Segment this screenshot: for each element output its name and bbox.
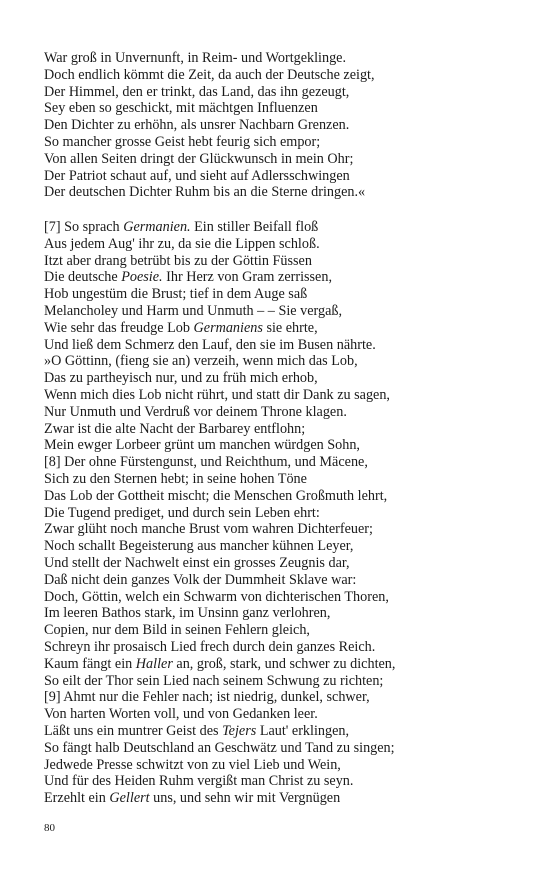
line-text: So fängt halb Deutschland an Geschwätz und Tand zu singen;	[44, 739, 395, 756]
line-text: Melancholey und Harm und Unmuth – – Sie vergaß,	[44, 302, 343, 319]
poem-line	[44, 219, 524, 236]
line-text: Itzt aber drang betrübt bis zu der Göttin Füssen	[44, 252, 312, 269]
poem-line: Doch endlich kömmt die Zeit, da auch der Deutsche zeigt,	[44, 66, 375, 83]
line-text: Wenn mich dies Lob nicht rührt, und statt dir Dank zu sagen,	[44, 386, 390, 403]
poem-line	[44, 404, 524, 421]
poem-line	[44, 236, 524, 253]
poem-line: Den Dichter zu erhöhn, als unsrer Nachbarn Grenzen.	[44, 117, 350, 134]
line-text: »O Göttinn, (fieng sie an) verzeih, wenn mich das Lob,	[44, 353, 358, 370]
line-text: Mein ewger Lorbeer grünt um manchen würdgen Sohn,	[44, 437, 360, 454]
line-text: Ihr Herz von Gram zerrissen,	[162, 269, 332, 286]
line-text: Wie sehr das freudge Lob	[44, 319, 194, 336]
line-text: Hob ungestüm die Brust; tief in dem Auge saß	[44, 286, 308, 303]
poem-line	[44, 387, 524, 404]
page-number: 80	[44, 822, 55, 834]
italic-word: Germanien.	[123, 219, 191, 235]
poem-line	[44, 370, 524, 387]
line-text: [9] Ahmt nur die Fehler nach; ist niedrig, dunkel, schwer,	[44, 689, 370, 706]
line-text: Laut' erklingen,	[256, 722, 350, 739]
poem-line	[44, 555, 524, 572]
line-text: Und ließ dem Schmerz den Lauf, den sie im Busen nährte.	[44, 336, 376, 353]
line-text: Das Lob der Gottheit mischt; die Menschen Großmuth lehrt,	[44, 487, 388, 504]
line-text: [8] Der ohne Fürstengunst, und Reichthum, und Mäcene,	[44, 454, 368, 471]
poem-line	[44, 521, 524, 538]
poem-line: Der deutschen Dichter Ruhm bis an die Sterne dringen.«	[44, 184, 366, 201]
poem-line: Sey eben so geschickt, mit mächtgen Influenzen	[44, 100, 318, 117]
poem-line	[44, 639, 524, 656]
line-text: Daß nicht dein ganzes Volk der Dummheit Sklave war:	[44, 571, 357, 588]
poem-line	[44, 253, 524, 270]
line-text: Zwar ist die alte Nacht der Barbarey entflohn;	[44, 420, 306, 437]
italic-word: Gellert	[109, 790, 150, 807]
poem-line	[44, 706, 524, 723]
line-text: Ein stiller Beifall floß	[190, 219, 319, 235]
poem-line	[44, 454, 524, 471]
line-text: Schreyn ihr prosaisch Lied frech durch dein ganzes Reich.	[44, 638, 376, 655]
line-text: Kaum fängt ein	[44, 655, 136, 672]
poem-line	[44, 320, 524, 337]
poem-line	[44, 437, 524, 454]
poem-line: So mancher grosse Geist hebt feurig sich empor;	[44, 133, 321, 150]
line-text: Aus jedem Aug' ihr zu, da sie die Lippen schloß.	[44, 235, 320, 252]
poem-line	[44, 505, 524, 522]
poem-line	[44, 303, 524, 320]
line-text: Die Tugend prediget, und durch sein Leben ehrt:	[44, 504, 320, 521]
line-text: Von harten Worten voll, und von Gedanken leer.	[44, 706, 318, 723]
poem-line	[44, 488, 524, 505]
line-text: Noch schallt Begeisterung aus mancher kühnen Leyer,	[44, 538, 354, 555]
line-text: Copien, nur dem Bild in seinen Fehlern gleich,	[44, 622, 310, 639]
poem-line	[44, 286, 524, 303]
poem-line: War groß in Unvernunft, in Reim- und Wortgeklinge.	[44, 50, 347, 66]
line-text: sie ehrte,	[262, 319, 318, 336]
poem-stanza-2	[44, 219, 524, 807]
line-text: Sich zu den Sternen hebt; in seine hohen Töne	[44, 470, 307, 487]
line-text: uns, und sehn wir mit Vergnügen	[149, 790, 341, 807]
line-text: Im leeren Bathos stark, im Unsinn ganz verlohren,	[44, 605, 331, 622]
poem-line	[44, 656, 524, 673]
poem-line	[44, 589, 524, 606]
poem-line	[44, 337, 524, 354]
poem-line	[44, 605, 524, 622]
poem-line	[44, 421, 524, 438]
line-text: Nur Unmuth und Verdruß vor deinem Throne klagen.	[44, 403, 347, 420]
poem-line	[44, 723, 524, 740]
line-text: Zwar glüht noch manche Brust vom wahren Dichterfeuer;	[44, 521, 373, 538]
line-text: So eilt der Thor sein Lied nach seinem Schwung zu richten;	[44, 672, 384, 689]
poem-line	[44, 689, 524, 706]
poem-line	[44, 538, 524, 555]
poem-line	[44, 673, 524, 690]
line-text: Und stellt der Nachwelt einst ein grosses Zeugnis dar,	[44, 554, 350, 571]
italic-word: Germaniens	[193, 319, 263, 336]
poem-stanza-1	[44, 50, 524, 201]
line-text: Und für des Heiden Ruhm vergißt man Christ zu seyn.	[44, 773, 354, 790]
line-text: Das zu partheyisch nur, und zu früh mich erhob,	[44, 370, 318, 387]
poem-line	[44, 572, 524, 589]
italic-word: Haller	[135, 655, 173, 672]
poem-line	[44, 740, 524, 757]
poem-line	[44, 773, 524, 790]
line-text: Doch, Göttin, welch ein Schwarm von dichterischen Thoren,	[44, 588, 389, 605]
poem-line	[44, 471, 524, 488]
poem-line	[44, 790, 524, 807]
poem-line: Der Himmel, den er trinkt, das Land, das ihn gezeugt,	[44, 83, 350, 100]
poem-line	[44, 353, 524, 370]
line-text: Jedwede Presse schwitzt von zu viel Lieb und Wein,	[44, 756, 341, 773]
line-text: [7] So sprach	[44, 219, 124, 235]
line-text: Erzehlt ein	[44, 790, 110, 807]
poem-line	[44, 622, 524, 639]
line-text: Die deutsche	[44, 269, 122, 286]
line-text: Läßt uns ein muntrer Geist des	[44, 722, 223, 739]
italic-word: Poesie.	[121, 269, 163, 286]
italic-word: Tejers	[222, 722, 257, 739]
line-text: an, groß, stark, und schwer zu dichten,	[172, 655, 396, 672]
poem-line	[44, 269, 524, 286]
poem-line: Der Patriot schaut auf, und sieht auf Adlersschwingen	[44, 167, 350, 184]
poem-line	[44, 757, 524, 774]
poem-line: Von allen Seiten dringt der Glückwunsch in mein Ohr;	[44, 150, 354, 167]
